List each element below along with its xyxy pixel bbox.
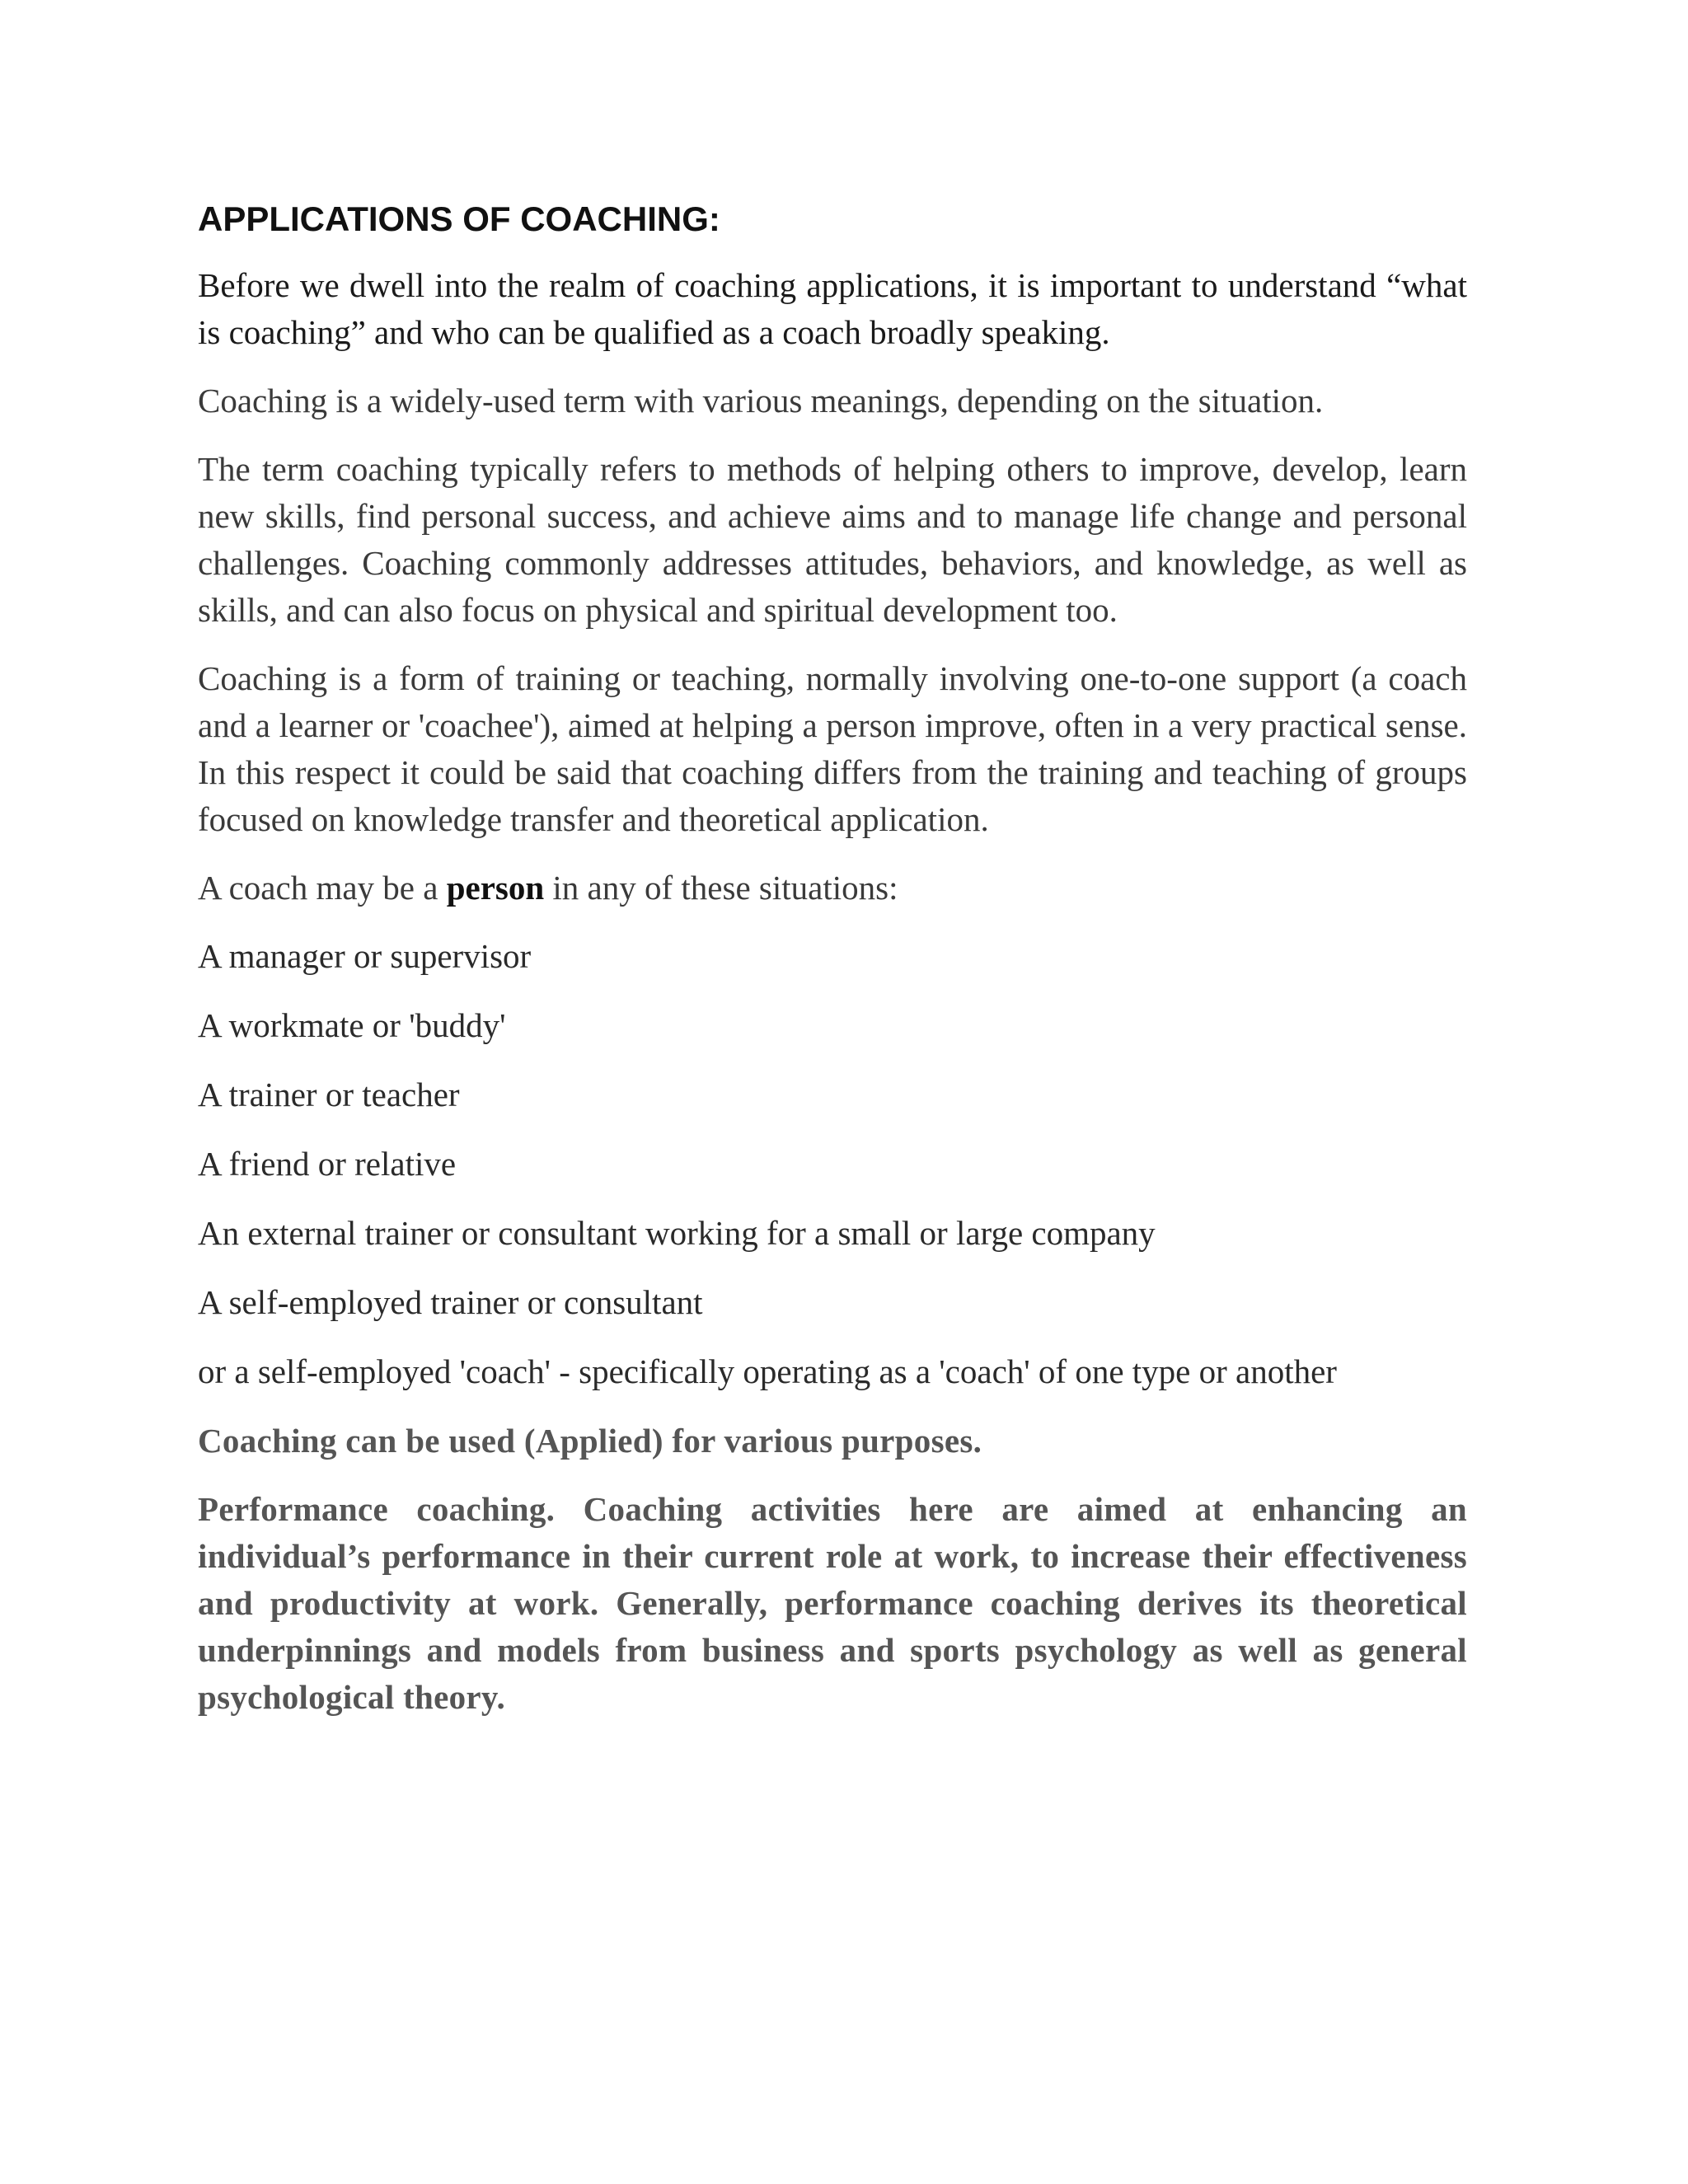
performance-coaching-paragraph: Performance coaching. Coaching activities here are aimed at enhancing an individual’s performance in their current role at work, to increase their effectiveness and productivity at work. Generally, performance coaching derives its theoretical underpinnings and models from business and sports psychology as well as general psychological theory.: [198, 1490, 1467, 1716]
definition-long-paragraph: The term coaching typically refers to methods of helping others to improve, develop, learn new skills, find personal success, and achieve aims and to manage life change and personal challenges. Coaching commonly addresses attitudes, behaviors, and knowledge, as well as skills, and can also focus on physical and spiritual development too.: [198, 450, 1467, 629]
list-item: or a self-employed 'coach' - specifically operating as a 'coach' of one type or another: [198, 1352, 1337, 1390]
definition-short-paragraph: Coaching is a widely-used term with various meanings, depending on the situation.: [198, 382, 1324, 419]
intro-paragraph: Before we dwell into the realm of coaching applications, it is important to understand “what is coaching” and who can be qualified as a coach broadly speaking.: [198, 266, 1467, 351]
coach-may-be-paragraph: [198, 865, 1467, 912]
list-item: A workmate or 'buddy': [198, 1006, 506, 1044]
list-item: A manager or supervisor: [198, 937, 532, 975]
coach-may-be-after: in any of these situations:: [544, 869, 898, 907]
page-title: APPLICATIONS OF COACHING:: [198, 199, 720, 238]
purposes-heading: Coaching can be used (Applied) for various purposes.: [198, 1422, 982, 1460]
coach-may-be-before: A coach may be a: [198, 869, 447, 907]
document-page: [198, 198, 1467, 1742]
form-of-training-paragraph: Coaching is a form of training or teaching, normally involving one-to-one support (a coach and a learner or 'coachee'), aimed at helping a person improve, often in a very practical sense. In this respect it could be said that coaching differs from the training and teaching of groups focused on knowledge transfer and theoretical application.: [198, 659, 1467, 838]
list-item: An external trainer or consultant working for a small or large company: [198, 1214, 1156, 1252]
situations-list: [198, 933, 1467, 1395]
list-item: A self-employed trainer or consultant: [198, 1283, 703, 1321]
list-item: A trainer or teacher: [198, 1076, 460, 1113]
coach-may-be-bold: person: [446, 869, 545, 907]
list-item: A friend or relative: [198, 1145, 457, 1183]
